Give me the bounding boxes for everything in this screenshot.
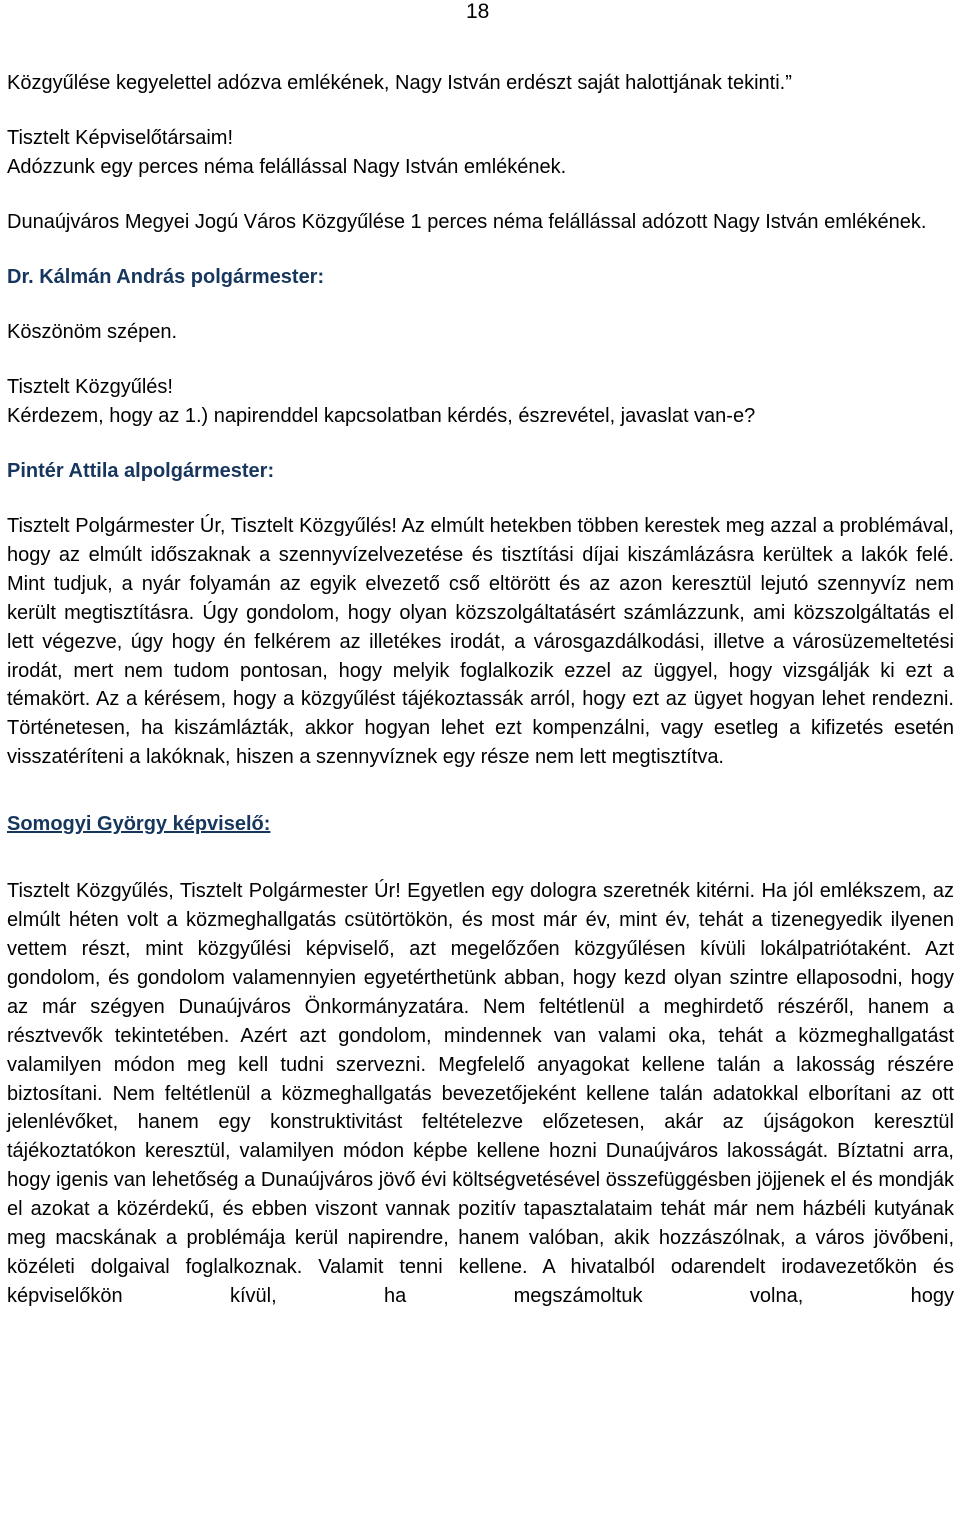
pinter-speech: Tisztelt Polgármester Úr, Tisztelt Közgyűlés! Az elmúlt hetekben többen kerestek meg azzal a problémával, hogy az elmúlt időszaknak a szennyvízelvezetése és tisztítási díjai kiszámlázásra kerültek a lakók felé. Mint tudjuk, a nyár folyamán az egyik elvezető cső eltörött és az azon keresztül lejutó szennyvíz nem került megtisztításra. Úgy gondolom, hogy olyan közszolgáltatásért számlázzunk, ami közszolgáltatás el lett végezve, úgy hogy én felkérem az illetékes irodát, a városgazdálkodási, illetve a városüzemeltetési irodát, mert nem tudom pontosan, hogy melyik foglalkozik ezzel az üggyel, hogy vizsgálják ki ezt a témakört. Az a kérésem, hogy a közgyűlést tájékoztassák arról, hogy ezt az ügyet hogyan lehet rendezni. Történetesen, ha kiszámlázták, akkor hogyan lehet ezt kompenzálni, vagy esetleg a kifizetés esetén visszatéríteni a lakóknak, hiszen a szennyvíznek egy része nem lett megtisztítva. [7, 515, 954, 769]
question-line: Kérdezem, hogy az 1.) napirenddel kapcsolatban kérdés, észrevétel, javaslat van-e? [7, 405, 756, 427]
speaker-heading-kalman: Dr. Kálmán András polgármester: [7, 266, 325, 288]
result-paragraph: Dunaújváros Megyei Jogú Város Közgyűlése 1 perces néma felállással adózott Nagy István emlékének. [7, 211, 927, 233]
speaker-heading-pinter: Pintér Attila alpolgármester: [7, 460, 275, 482]
document-body [7, 69, 954, 1311]
assembly-greeting: Tisztelt Közgyűlés! [7, 376, 173, 398]
page-number: 18 [466, 0, 490, 23]
speaker-heading-somogyi: Somogyi György képviselő: [7, 813, 271, 836]
intro-paragraph: Közgyűlése kegyelettel adózva emlékének, Nagy István erdészt saját halottjának tekinti.” [7, 72, 792, 94]
minute-silence-line: Adózzunk egy perces néma felállással Nagy István emlékének. [7, 156, 567, 178]
greeting-line: Tisztelt Képviselőtársaim! [7, 127, 233, 149]
somogyi-speech: Tisztelt Közgyűlés, Tisztelt Polgármester Úr! Egyetlen egy dologra szeretnék kitérni. Ha jól emlékszem, az elmúlt héten volt a közmeghallgatás csütörtökön, és most már év, mint év, tehát a tizenegyedik ilyenen vettem részt, mint közgyűlési képviselő, azt megelőzően közgyűlésen kívüli lokálpatriótaként. Azt gondolom, és gondolom valamennyien egyetérthetünk abban, hogy kezd olyan szintre ellaposodni, hogy az már szégyen Dunaújváros Önkormányzatára. Nem feltétlenül a meghirdető részéről, hanem a résztvevők tekintetében. Azért azt gondolom, mindennek van valami oka, tehát a közmeghallgatást valamilyen módon meg kell tudni szervezni. Megfelelő anyagokat kellene talán a lakosság részére biztosítani. Nem feltétlenül a közmeghallgatás bevezetőjeként kellene talán adatokkal elborítani az ott jelenlévőket, hanem egy konstruktivitást feltételezve előzetesen, akár az újságokon keresztül tájékoztatókon keresztül, valamilyen módon képbe kellene hozni Dunaújváros lakosságát. Bíztatni arra, hogy igenis van lehetőség a Dunaújváros jövő évi költségvetésével összefüggésben jöjjenek el és mondják el azokat a közérdekű, és ebben viszont vannak pozitív tapasztalataim tehát már nem házbéli kutyának meg macskának a problémája kerül napirendre, hanem valóban, akik hozzászólnak, a város jövőbeni, közéleti dolgaival foglalkoznak. Valamit tenni kellene. A hivatalból odarendelt irodavezetőkön és képviselőkön kívül, ha megszámoltuk volna, hogy [7, 880, 954, 1307]
thanks-line: Köszönöm szépen. [7, 321, 178, 343]
